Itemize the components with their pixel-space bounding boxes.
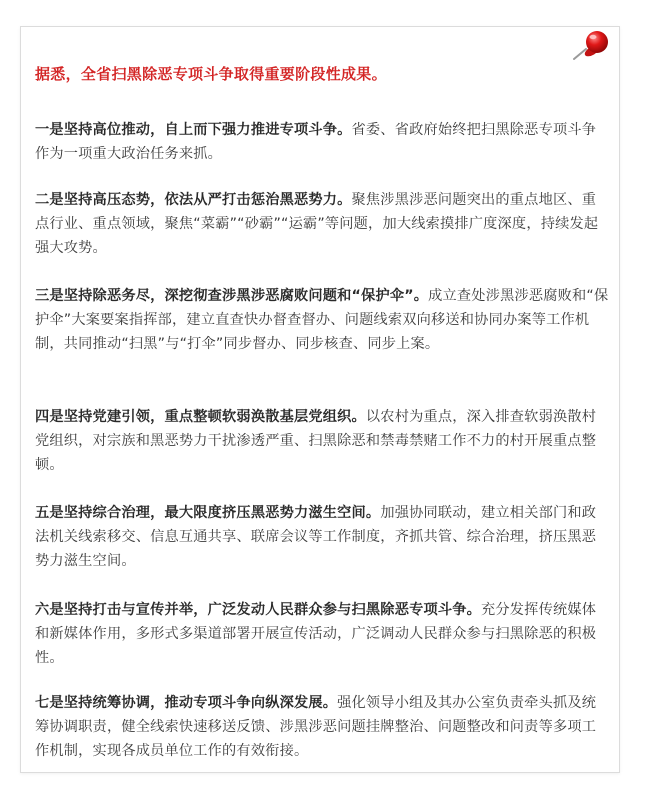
paragraph-2 bbox=[35, 188, 609, 260]
paragraph-body: 省委、省政府始终把扫黑除恶专项斗争作为一项重大政治任务来抓。 bbox=[35, 122, 597, 162]
paragraph-lead: 三是坚持除恶务尽，深挖彻查涉黑涉恶腐败问题和“保护伞”。 bbox=[35, 288, 429, 304]
paragraph-lead: 六是坚持打击与宣传并举，广泛发动人民群众参与扫黑除恶专项斗争。 bbox=[35, 602, 482, 618]
paragraph-body: 强化领导小组及其办公室负责牵头抓及统筹协调职责，健全线索快速移送反馈、涉黑涉恶问题挂牌整治、问题整改和问责等多项工作机制，实现各成员单位工作的有效衔接。 bbox=[35, 695, 597, 759]
paragraph-5 bbox=[35, 501, 609, 573]
pushpin-icon bbox=[570, 28, 614, 64]
paragraph-3 bbox=[35, 284, 609, 356]
paragraph-body: 成立查处涉黑涉恶腐败和“保护伞”大案要案指挥部，建立直查快办督查督办、问题线索双向移送和协同办案等工作机制，共同推动“扫黑”与“打伞”同步督办、同步核查、同步上案。 bbox=[35, 288, 609, 352]
paragraph-lead: 一是坚持高位推动，自上而下强力推进专项斗争。 bbox=[35, 122, 352, 138]
paragraph-body: 聚焦涉黑涉恶问题突出的重点地区、重点行业、重点领域，聚焦“菜霸”“砂霸”“运霸”等问题，加大线索摸排广度深度，持续发起强大攻势。 bbox=[35, 192, 599, 256]
paragraph-7 bbox=[35, 691, 609, 763]
paragraph-6 bbox=[35, 598, 609, 670]
paragraph-lead: 四是坚持党建引领，重点整顿软弱涣散基层党组织。 bbox=[35, 409, 366, 425]
paragraph-4 bbox=[35, 405, 609, 477]
paragraph-lead: 五是坚持综合治理，最大限度挤压黑恶势力滋生空间。 bbox=[35, 505, 381, 521]
paragraph-1 bbox=[35, 118, 609, 166]
paragraph-body: 充分发挥传统媒体和新媒体作用，多形式多渠道部署开展宣传活动，广泛调动人民群众参与扫黑除恶的积极性。 bbox=[35, 602, 597, 666]
headline: 据悉，全省扫黑除恶专项斗争取得重要阶段性成果。 bbox=[35, 65, 387, 83]
paragraph-body: 以农村为重点，深入排查软弱涣散村党组织，对宗族和黑恶势力干扰渗透严重、扫黑除恶和禁毒禁赌工作不力的村开展重点整顿。 bbox=[35, 409, 597, 473]
paragraph-body: 加强协同联动，建立相关部门和政法机关线索移交、信息互通共享、联席会议等工作制度，齐抓共管、综合治理，挤压黑恶势力滋生空间。 bbox=[35, 505, 597, 569]
paragraph-lead: 二是坚持高压态势，依法从严打击惩治黑恶势力。 bbox=[35, 192, 352, 208]
paragraph-lead: 七是坚持统筹协调，推动专项斗争向纵深发展。 bbox=[35, 695, 338, 711]
